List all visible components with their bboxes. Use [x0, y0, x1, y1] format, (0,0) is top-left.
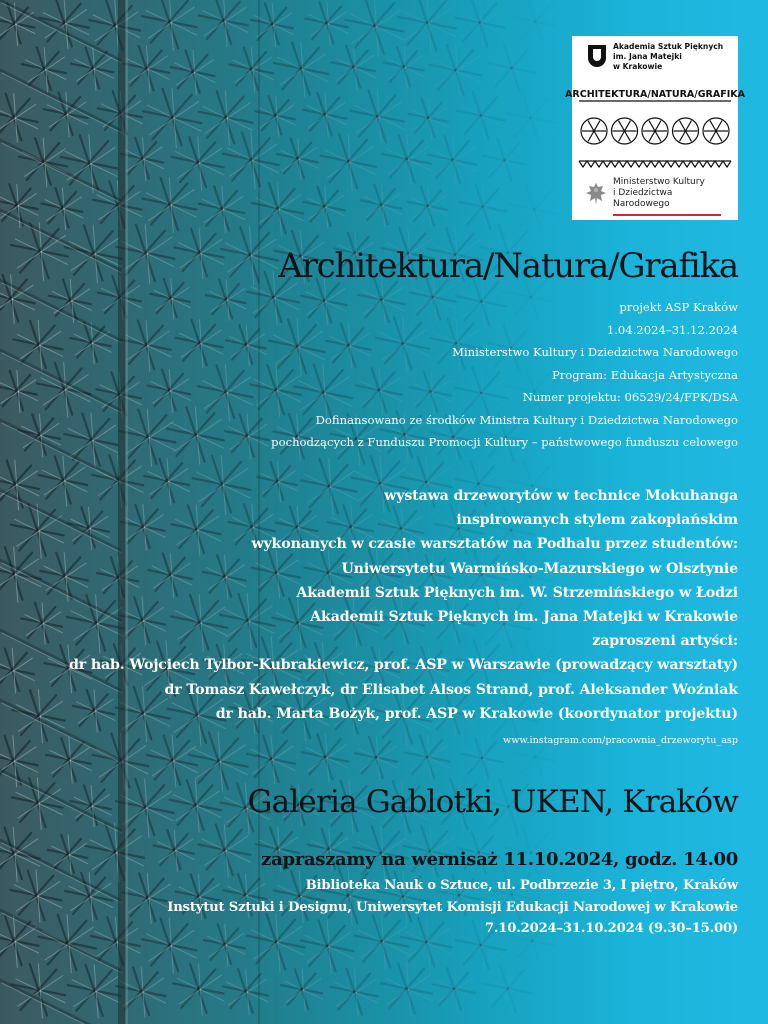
address-line: Biblioteka Nauk o Sztuce, ul. Podbrzezie 3, I piętro, Kraków	[305, 878, 738, 893]
project-info-line: 1.04.2024–31.12.2024	[606, 322, 738, 337]
ministry-logo-text: Ministerstwo Kultury i Dziedzictwa Narodowego	[613, 177, 705, 209]
exhibition-line: Uniwersytetu Warmińsko-Mazurskiego w Olsztynie	[341, 560, 738, 577]
asp-logo-text: Akademia Sztuk Pięknych im. Jana Matejki w Krakowie	[613, 42, 724, 71]
exhibition-description	[69, 484, 738, 726]
address-line: 7.10.2024–31.10.2024 (9.30–15.00)	[484, 921, 738, 937]
exhibition-line: Akademii Sztuk Pięknych im. W. Strzemińskiego w Łodzi	[296, 584, 738, 601]
exhibition-line: dr hab. Marta Bożyk, prof. ASP w Krakowie (koordynator projektu)	[215, 705, 738, 722]
project-info-line: pochodzących z Funduszu Promocji Kultury – państwowego funduszu celowego	[271, 435, 738, 449]
exhibition-line: dr Tomasz Kawełczyk, dr Elisabet Alsos Strand, prof. Aleksander Woźniak	[164, 681, 738, 698]
project-info-line: Dofinansowano ze środków Ministra Kultury i Dziedzictwa Narodowego	[315, 412, 738, 427]
gallery-name: Galeria Gablotki, UKEN, Kraków	[247, 784, 738, 820]
instagram-link[interactable]: www.instagram.com/pracownia_drzeworytu_asp	[502, 735, 738, 746]
ornament-pattern-logo	[565, 86, 745, 168]
project-info-line: projekt ASP Kraków	[619, 300, 738, 314]
exhibition-line: wykonanych w czasie warsztatów na Podhalu przez studentów:	[251, 536, 738, 553]
project-info-line: Ministerstwo Kultury i Dziedzictwa Narodowego	[452, 345, 738, 359]
ministry-red-line	[613, 214, 721, 216]
project-info-line: Numer projektu: 06529/24/FPK/DSA	[522, 390, 738, 404]
project-info	[271, 296, 738, 454]
address-line: Instytut Sztuki i Designu, Uniwersytet Komisji Edukacji Narodowej w Krakowie	[167, 899, 738, 915]
sponsor-logos	[565, 36, 745, 220]
polish-eagle-icon	[585, 181, 607, 207]
exhibition-line: Akademii Sztuk Pięknych im. Jana Matejki w Krakowie	[310, 609, 738, 626]
project-info-line: Program: Edukacja Artystyczna	[551, 367, 738, 382]
venue-address	[167, 875, 738, 940]
exhibition-line: dr hab. Wojciech Tylbor-Kubrakiewicz, prof. ASP w Warszawie (prowadzący warsztaty)	[68, 657, 738, 674]
poster-title: Architektura/Natura/Grafika	[278, 246, 738, 286]
ornament-pattern-text: ARCHITEKTURA/NATURA/GRAFIKA	[565, 89, 745, 100]
exhibition-line: zaproszeni artyści:	[592, 633, 738, 650]
exhibition-line: inspirowanych stylem zakopiańskim	[456, 512, 738, 529]
exhibition-line: wystawa drzeworytów w technice Mokuhanga	[384, 488, 738, 504]
asp-shield-icon	[587, 44, 607, 70]
opening-invitation: zapraszamy na wernisaż 11.10.2024, godz. 14.00	[261, 849, 738, 870]
